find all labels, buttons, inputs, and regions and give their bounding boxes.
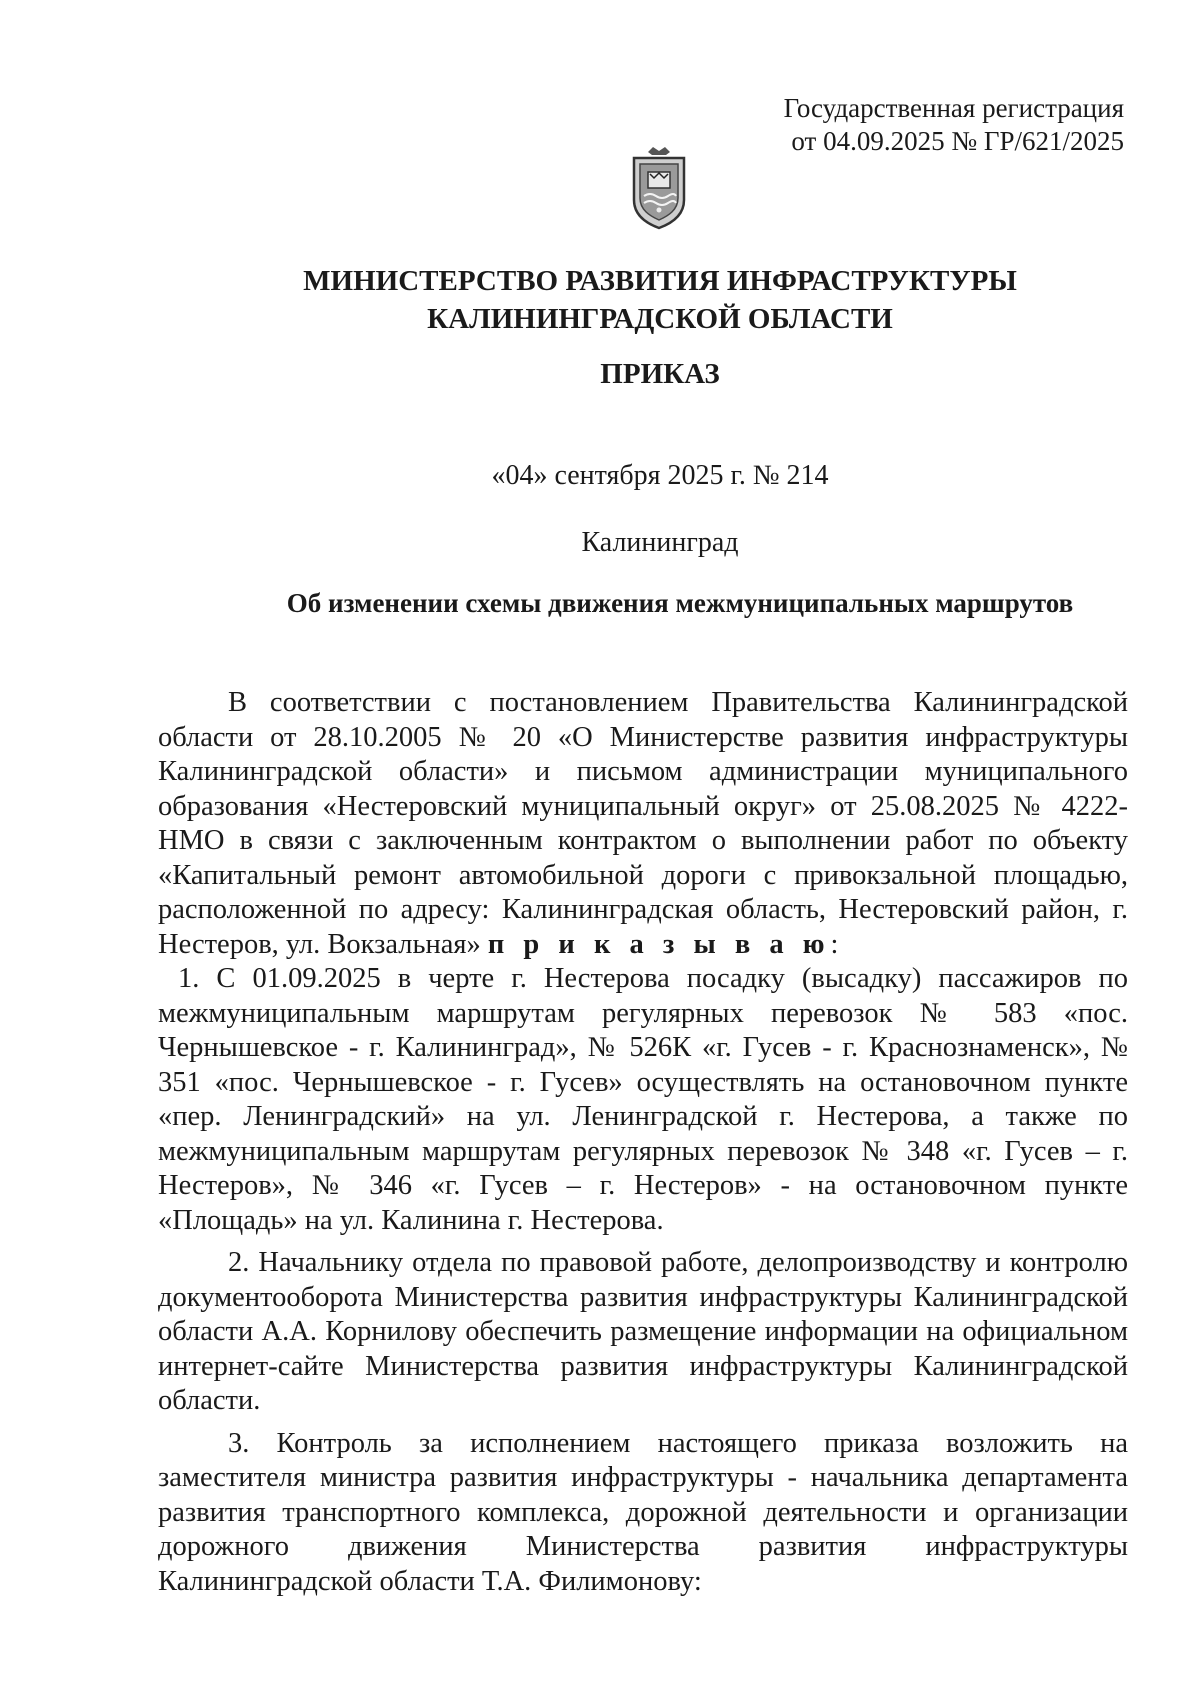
document-type: ПРИКАЗ	[600, 358, 720, 390]
order-item-3: 3. Контроль за исполнением настоящего приказа возложить на заместителя министра развития инфраструктуры - начальника департамента развития транспортного комплекса, дорожной деятельности и организации дорожного движения Министерства развития инфраструктуры Калининградской области Т.А. Филимонову:	[158, 1427, 1128, 1597]
order-item-2: 2. Начальнику отдела по правовой работе, делопроизводству и контролю документооборота Министерства развития инфраструктуры Калининградской области А.А. Корнилову обеспечить размещение информации на официальном интернет-сайте Министерства развития инфраструктуры Калининградской области.	[158, 1247, 1128, 1416]
preamble-paragraph	[158, 686, 1128, 962]
registration-line-2: от 04.09.2025 № ГР/621/2025	[791, 126, 1124, 156]
preamble-colon: :	[830, 928, 839, 960]
date-and-number: «04» сентября 2025 г. № 214	[491, 460, 829, 491]
registration-line-1: Государственная регистрация	[783, 93, 1124, 123]
document-subject: Об изменении схемы движения межмуниципальных маршрутов	[286, 588, 1074, 618]
preamble-text: В соответствии с постановлением Правительства Калининградской области от 28.10.2005 № 20 «О Министерстве развития инфраструктуры Калининградской области» и письмом администрации муниципального образования «Нестеровский муниципальный округ» от 25.08.2025 № 4222-НМО в связи с заключенным контрактом о выполнении работ по объекту «Капитальный ремонт автомобильной дороги с привокзальной площадью, расположенной по адресу: Калининградская область, Нестеровский район, г. Нестеров, ул. Вокзальная»	[158, 687, 1128, 960]
order-item-1: 1. С 01.09.2025 в черте г. Нестерова посадку (высадку) пассажиров по межмуниципальным маршрутам регулярных перевозок № 583 «пос. Чернышевское - г. Калининград», № 526К «г. Гусев - г. Краснознаменск», № 351 «пос. Чернышевское - г. Гусев» осуществлять на остановочном пункте «пер. Ленинградский» на ул. Ленинградской г. Нестерова, а также по межмуниципальным маршрутам регулярных перевозок № 348 «г. Гусев – г. Нестеров», № 346 «г. Гусев – г. Нестеров» - на остановочном пункте «Площадь» на ул. Калинина г. Нестерова.	[158, 963, 1128, 1236]
coat-of-arms-icon	[626, 146, 692, 230]
city: Калининград	[581, 527, 739, 558]
order-word: п р и к а з ы в а ю	[487, 928, 831, 960]
ministry-line-2: КАЛИНИНГРАДСКОЙ ОБЛАСТИ	[427, 303, 893, 335]
registration-stamp	[664, 92, 1124, 158]
ministry-line-1: МИНИСТЕРСТВО РАЗВИТИЯ ИНФРАСТРУКТУРЫ	[303, 265, 1017, 297]
document-body	[158, 686, 1128, 1599]
ministry-name	[300, 262, 1020, 338]
